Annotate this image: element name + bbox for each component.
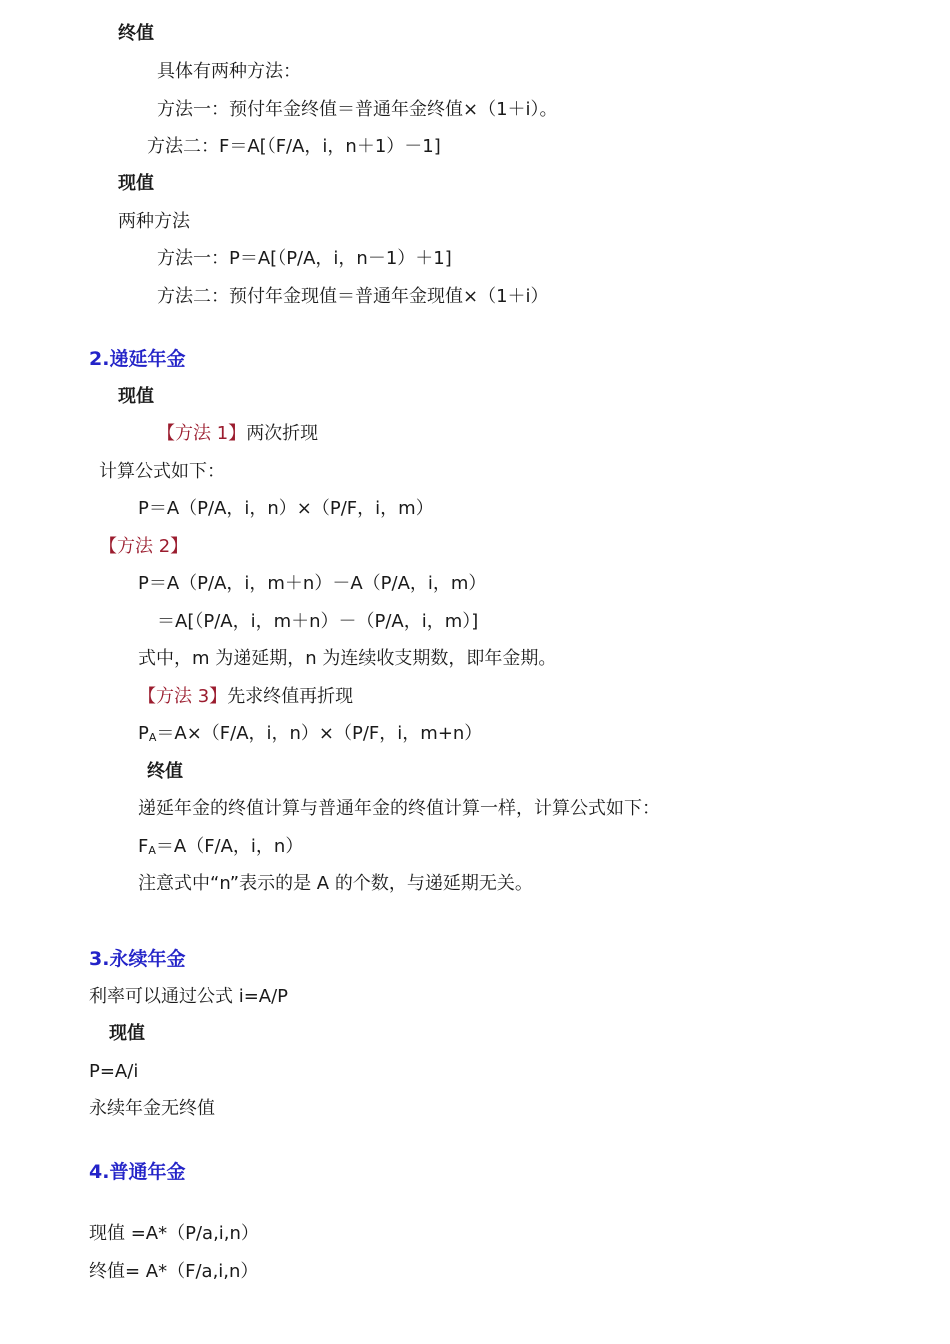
ordinary-fv-formula: 终值= A*（F/a,i,n） (89, 1261, 259, 1282)
perpetuity-pv-title: 现值 (109, 1023, 145, 1044)
deferred-fv-title: 终值 (147, 761, 183, 782)
formula-p-subscript: A (148, 731, 157, 744)
deferred-method-2-formula-b: ＝A[（P/A，i，m＋n）－（P/A，i，m）] (157, 611, 479, 632)
method-3-text: 先求终值再折现 (227, 686, 354, 707)
annuity-due-fv-title: 终值 (118, 23, 154, 44)
perpetuity-heading: 3.永续年金 (89, 948, 186, 970)
deferred-method-1 (157, 422, 318, 446)
formula-f-subscript: A (148, 844, 156, 857)
perpetuity-rate-text: 利率可以通过公式 i=A/P (89, 986, 289, 1007)
deferred-method-1-formula: P＝A（P/A，i，n）×（P/F，i，m） (138, 498, 434, 519)
method-3-tag: 【方法 3】 (138, 686, 228, 707)
deferred-pv-title: 现值 (118, 386, 154, 407)
formula-f-rest: ＝A（F/A，i，n） (155, 836, 304, 857)
annuity-due-fv-method-2: 方法二：F＝A[（F/A，i，n＋1）－1] (147, 136, 441, 157)
deferred-formula-intro: 计算公式如下： (99, 461, 225, 482)
deferred-fv-formula (138, 835, 303, 859)
annuity-due-pv-intro: 两种方法 (118, 211, 190, 232)
deferred-method-3-formula (138, 722, 482, 746)
ordinary-pv-formula: 现值 =A*（P/a,i,n） (89, 1223, 259, 1244)
deferred-annuity-heading: 2.递延年金 (89, 348, 186, 370)
annuity-due-pv-method-1: 方法一：P＝A[（P/A，i，n－1）＋1] (157, 248, 452, 269)
deferred-method-2-note: 式中，m 为递延期，n 为连续收支期数，即年金期。 (138, 648, 557, 669)
deferred-method-3 (138, 685, 353, 709)
annuity-due-pv-method-2: 方法二：预付年金现值＝普通年金现值×（1＋i） (157, 286, 549, 307)
annuity-due-pv-title: 现值 (118, 173, 154, 194)
annuity-due-fv-method-1: 方法一：预付年金终值＝普通年金终值×（1＋i）。 (157, 99, 558, 120)
perpetuity-no-fv: 永续年金无终值 (89, 1098, 215, 1119)
method-1-tag: 【方法 1】 (157, 423, 247, 444)
annuity-due-fv-intro: 具体有两种方法： (157, 61, 301, 82)
deferred-fv-note: 注意式中“n”表示的是 A 的个数，与递延期无关。 (138, 873, 533, 894)
method-2-tag: 【方法 2】 (99, 536, 189, 557)
ordinary-annuity-heading: 4.普通年金 (89, 1161, 186, 1183)
formula-p-rest: ＝A×（F/A，i，n）×（P/F，i，m+n） (156, 723, 483, 744)
deferred-method-2-formula-a: P＝A（P/A，i，m＋n）－A（P/A，i，m） (138, 573, 487, 594)
perpetuity-pv-formula: P=A/i (89, 1061, 139, 1082)
method-1-text: 两次折现 (246, 423, 319, 444)
deferred-fv-text: 递延年金的终值计算与普通年金的终值计算一样，计算公式如下： (138, 798, 660, 819)
formula-f: F (138, 836, 149, 857)
formula-p: P (138, 723, 149, 744)
